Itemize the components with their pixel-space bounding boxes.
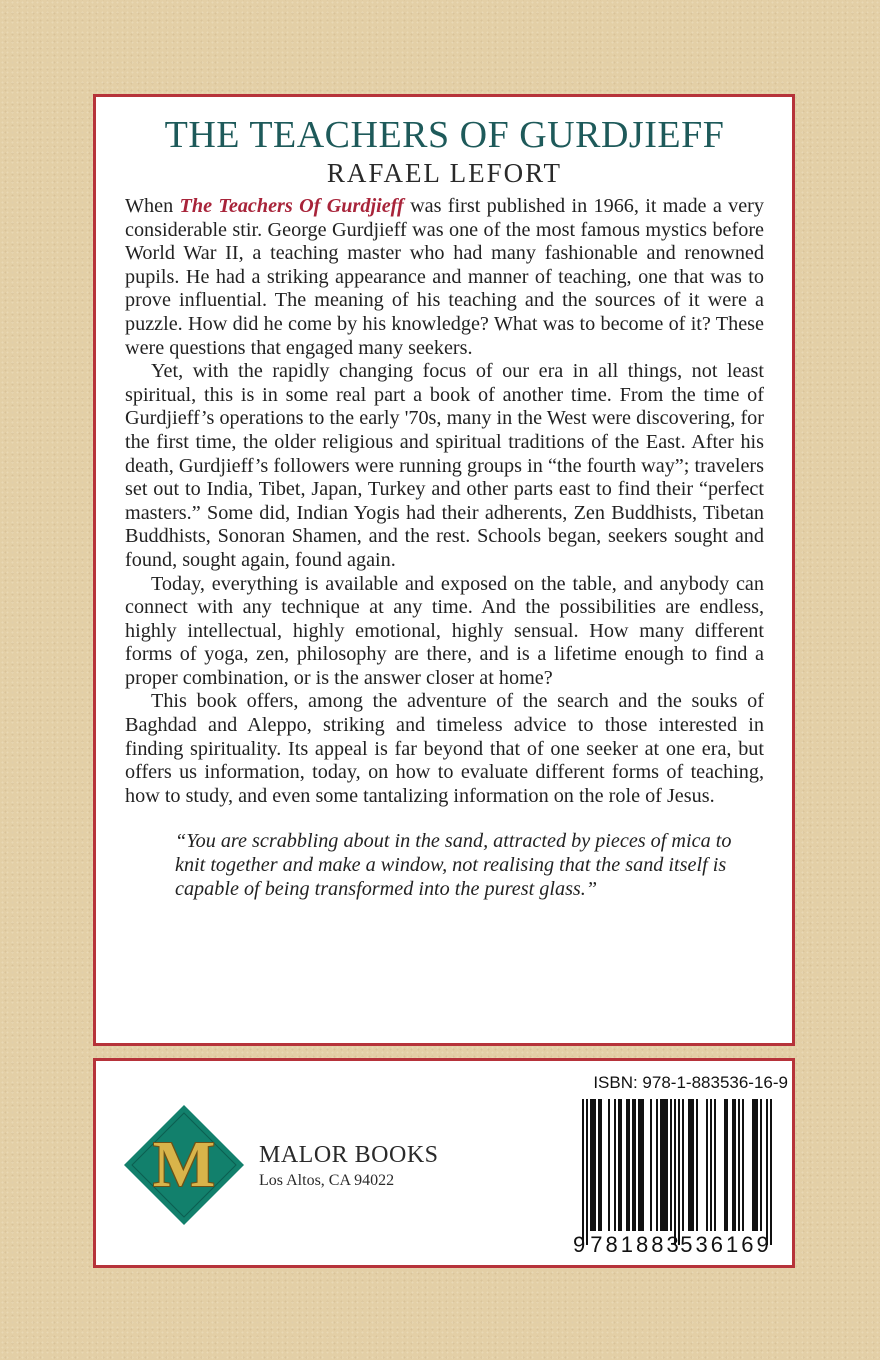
isbn-label: ISBN: 978-1-883536-16-9 — [593, 1073, 788, 1092]
book-title: THE TEACHERS OF GURDJIEFF — [164, 114, 725, 156]
barcode-right-digits: 536169 — [680, 1232, 772, 1257]
barcode-bar — [766, 1099, 768, 1245]
barcode-graphic — [568, 1095, 782, 1257]
barcode-bar — [650, 1099, 652, 1231]
barcode-bar — [710, 1099, 712, 1231]
barcode-bar — [640, 1099, 642, 1231]
barcode-bar — [732, 1099, 734, 1231]
book-title-reference: The Teachers Of Gurdjieff — [179, 195, 404, 217]
barcode-bar — [618, 1099, 620, 1231]
barcode-bar — [670, 1099, 672, 1231]
barcode-bar — [638, 1099, 640, 1231]
barcode-bar — [696, 1099, 698, 1231]
barcode-bar — [582, 1099, 584, 1245]
barcode-bar — [586, 1099, 588, 1245]
barcode-bar — [690, 1099, 692, 1231]
barcode-bar — [688, 1099, 690, 1231]
logo-letter: M — [152, 1128, 216, 1201]
back-cover-text-panel — [93, 94, 795, 1046]
barcode-bar — [756, 1099, 758, 1231]
barcode-bar — [626, 1099, 628, 1231]
barcode-bar — [592, 1099, 594, 1231]
publisher-address: Los Altos, CA 94022 — [259, 1172, 395, 1189]
barcode-bar — [608, 1099, 610, 1231]
barcode-bar — [714, 1099, 716, 1231]
barcode-bar — [632, 1099, 634, 1231]
blurb-text — [125, 195, 764, 808]
barcode-bar — [760, 1099, 762, 1231]
barcode-bar — [742, 1099, 744, 1231]
blurb-paragraph-1: When The Teachers Of Gurdjieff was first published in 1966, it made a very considerable stir. George Gurdjieff was one of the most famous mystics before World War II, a teaching master who had many fashionable and renowned pupils. He had a striking appearance and manner of teaching, one that was to prove influential. The meaning of his teaching and the sources of it were a puzzle. How did he come by his knowledge? What was to become of it? These were questions that engaged many seekers. — [125, 195, 764, 359]
publisher-info — [259, 1141, 439, 1193]
barcode-bar — [656, 1099, 658, 1231]
barcode-bar — [600, 1099, 602, 1231]
barcode-bar — [726, 1099, 728, 1231]
barcode-bar — [738, 1099, 740, 1231]
barcode-bar — [628, 1099, 630, 1231]
blurb-paragraph-4: This book offers, among the adventure of the search and the souks of Baghdad and Aleppo, striking and timeless advice to those interested in finding spirituality. Its appeal is far beyond that of one seeker at one era, but offers us information, today, on how to evaluate different forms of teaching, how to study, and even some tantalizing information on the role of Jesus. — [125, 690, 764, 807]
barcode-bar — [614, 1099, 616, 1231]
barcode-bar — [666, 1099, 668, 1231]
publisher-panel — [93, 1058, 795, 1268]
barcode-first-digit: 9 — [573, 1232, 586, 1257]
barcode-bar — [678, 1099, 680, 1245]
isbn-barcode — [568, 1073, 788, 1259]
blurb-paragraph-2: Yet, with the rapidly changing focus of our era in all things, not least spiritual, this is in some real part a book of another time. From the time of Gurdjieff’s operations to the early '70s, many in the West were discovering, for the first time, the older religious and spiritual traditions of the East. After his death, Gurdjieff’s followers were running groups in “the fourth way”; travelers set out to India, Tibet, Japan, Turkey and other parts east to find their “perfect masters.” Some did, Indian Yogis had their adherents, Zen Buddhists, Tibetan Buddhists, Sonoran Shamen, and the rest. Schools began, seekers sought and found, sought again, found again. — [125, 360, 764, 571]
barcode-bar — [598, 1099, 600, 1231]
blurb-paragraph-3: Today, everything is available and exposed on the table, and anybody can connect with any technique at any time. And the possibilities are endless, highly intellectual, highly emotional, highly sensual. How many different forms of yoga, zen, philosophy are there, and is a lifetime enough to find a proper combination, or is the answer closer at home? — [125, 572, 764, 689]
pull-quote: “You are scrabbling about in the sand, attracted by pieces of mica to knit together and make a window, not realising that the sand itself is capable of being transformed into the purest glass.” — [175, 830, 732, 900]
book-author: RAFAEL LEFORT — [326, 158, 563, 188]
barcode-bar — [770, 1099, 772, 1245]
barcode-bar — [734, 1099, 736, 1231]
barcode-bar — [674, 1099, 676, 1245]
publisher-logo — [124, 1105, 244, 1225]
barcode-bar — [620, 1099, 622, 1231]
barcode-bar — [642, 1099, 644, 1231]
barcode-bar — [662, 1099, 664, 1231]
publisher-name: MALOR BOOKS — [259, 1142, 439, 1168]
barcode-bar — [752, 1099, 754, 1231]
barcode-bar — [594, 1099, 596, 1231]
barcode-bar — [724, 1099, 726, 1231]
barcode-bar — [660, 1099, 662, 1231]
barcode-bar — [590, 1099, 592, 1231]
barcode-left-digits: 781883 — [590, 1232, 682, 1257]
barcode-bar — [754, 1099, 756, 1231]
barcode-bar — [634, 1099, 636, 1231]
barcode-bar — [682, 1099, 684, 1231]
barcode-bar — [692, 1099, 694, 1231]
barcode-bar — [664, 1099, 666, 1231]
barcode-bar — [706, 1099, 708, 1231]
